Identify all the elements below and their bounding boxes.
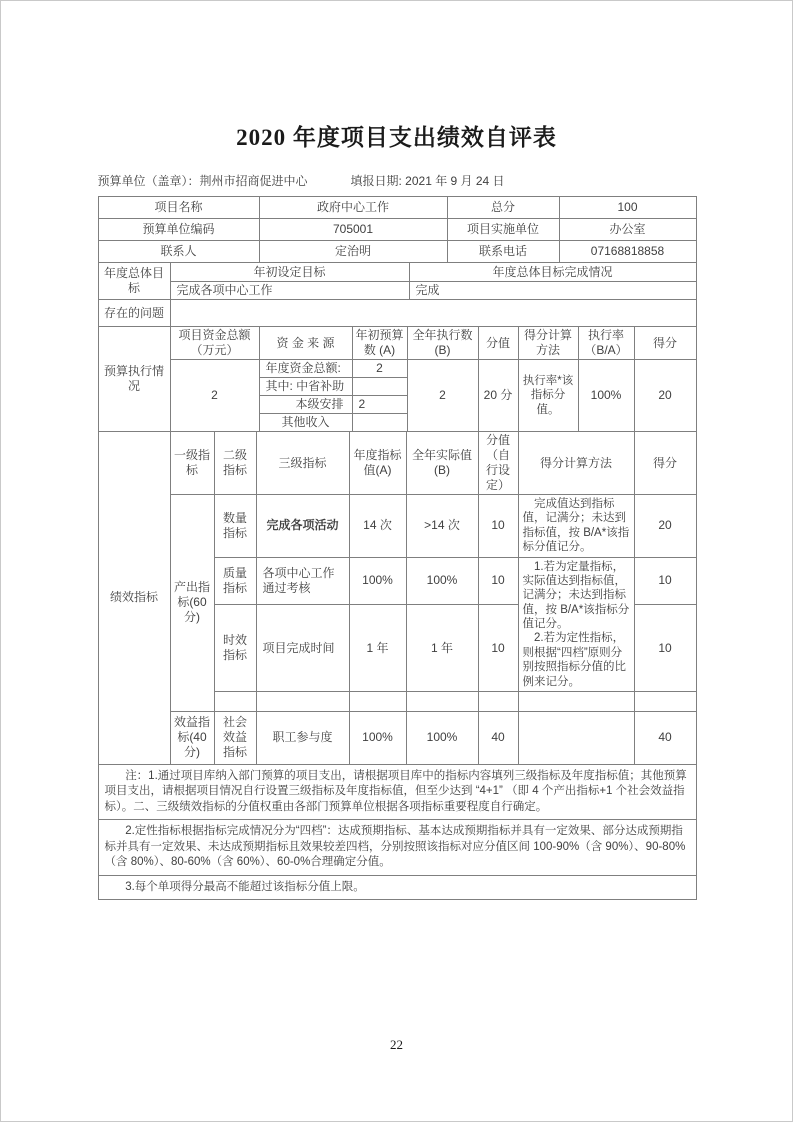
indicator-level2: 社会效益指标: [214, 711, 256, 764]
fund-source-amount: [352, 414, 407, 432]
note-text: 2.定性指标根据指标完成情况分为“四档”：达成预期指标、基本达成预期指标并具有一定效果、部分达成预期指标并具有一定效果、未达成预期指标且效果较差四档，分别按照该指标对应分值区间 100-90%（含 90%）、90-80%（含 80%）、80-60%（含 60%）、60-0%合理确定分值。: [104, 825, 686, 869]
performance-indicator-table: [98, 431, 697, 765]
table-row: [98, 495, 696, 558]
report-date-label: 填报日期: 2021 年 9 月 24 日: [350, 174, 505, 188]
empty-cell: [349, 691, 406, 711]
table-row: [98, 282, 696, 300]
actual-value-header: 全年实际值(B): [406, 432, 478, 495]
note-1: [98, 764, 696, 820]
total-score-label: 总分: [447, 197, 559, 219]
note-text: 3.每个单项得分最高不能超过该指标分值上限。: [125, 880, 365, 893]
indicator-level2: 数量指标: [214, 495, 256, 558]
page-title: 2020 年度项目支出绩效自评表: [236, 125, 557, 150]
indicator-level2: 质量指标: [214, 557, 256, 605]
initial-budget-header: 年初预算数 (A): [352, 327, 407, 360]
fund-source-name: 其他收入: [259, 414, 352, 432]
indicator-points: 40: [478, 711, 518, 764]
unit-code-value: 705001: [259, 219, 447, 241]
executed-header: 全年执行数 (B): [407, 327, 478, 360]
shared-method-cell: [518, 557, 634, 691]
output-indicator-label: 产出指标(60 分): [170, 495, 214, 712]
indicator-points: 10: [478, 605, 518, 692]
budget-score-value: 20: [634, 360, 696, 432]
benefit-indicator-label: 效益指标(40 分): [170, 711, 214, 764]
basic-info-table: [98, 196, 697, 263]
annual-goal-label: 年度总体目标: [98, 263, 170, 300]
indicator-points: 10: [478, 557, 518, 605]
indicator-actual: >14 次: [406, 495, 478, 558]
indicator-score: 10: [634, 557, 696, 605]
phone-value: 07168818858: [559, 241, 696, 263]
method-text: 完成值达到指标值，记满分；未达到指标值，按 B/A*该指标分值记分。: [522, 498, 630, 554]
initial-goal-header: 年初设定目标: [170, 263, 409, 282]
indicator-target: 14 次: [349, 495, 406, 558]
method-text-2: 2.若为定性指标，则根据“四档”原则分别按照指标分值的比例来记分。: [522, 632, 626, 688]
table-row: [98, 711, 696, 764]
table-row: [98, 875, 696, 900]
note-text: 注：1.通过项目库纳入部门预算的项目支出，请根据项目库中的指标内容填列三级指标及年度指标值；其他预算项目支出，请根据项目情况自行设置三级指标及年度指标值，但至少达到 “4+1” （即 4 个产出指标+1 个社会效益指标）。二、三级绩效指标的分值权重由各部门预算单位根据各项指标重要程度自行确定。: [104, 769, 687, 813]
empty-cell: [256, 691, 349, 711]
empty-cell: [406, 691, 478, 711]
score-header: 得分: [634, 327, 696, 360]
fund-source-amount: 2: [352, 360, 407, 378]
indicator-level3: 项目完成时间: [256, 605, 349, 692]
indicator-level2: 时效指标: [214, 605, 256, 692]
fund-source-header: 资 金 来 源: [259, 327, 352, 360]
fund-source-name: 年度资金总额:: [259, 360, 352, 378]
table-row: [98, 820, 696, 876]
annual-goal-table: [98, 262, 697, 300]
goal-completion-header: 年度总体目标完成情况: [409, 263, 696, 282]
indicator-method: [518, 495, 634, 558]
indicator-actual: 100%: [406, 557, 478, 605]
performance-section-label: 绩效指标: [98, 432, 170, 765]
indicator-target: 100%: [349, 711, 406, 764]
level2-header: 二级指标: [214, 432, 256, 495]
indicator-actual: 100%: [406, 711, 478, 764]
indicator-score: 10: [634, 605, 696, 692]
table-row: [98, 327, 696, 360]
indicator-score: 40: [634, 711, 696, 764]
indicator-actual: 1 年: [406, 605, 478, 692]
table-row: [98, 300, 696, 327]
notes-table: [98, 764, 697, 901]
indicator-score: 20: [634, 495, 696, 558]
executed-value: 2: [407, 360, 478, 432]
note-3: [98, 875, 696, 900]
budget-total-value: 2: [170, 360, 259, 432]
self-evaluation-table: [98, 196, 696, 900]
table-row: [98, 360, 696, 378]
empty-cell: [634, 691, 696, 711]
unit-code-label: 预算单位编码: [98, 219, 259, 241]
empty-cell: [518, 691, 634, 711]
problems-value: [170, 300, 696, 327]
indicator-level3: 职工参与度: [256, 711, 349, 764]
points-value: 20 分: [478, 360, 518, 432]
total-score-value: 100: [559, 197, 696, 219]
rate-value: 100%: [578, 360, 634, 432]
goal-completion-value: 完成: [409, 282, 696, 300]
table-row: [98, 263, 696, 282]
fund-source-amount: 2: [352, 396, 407, 414]
level3-header: 三级指标: [256, 432, 349, 495]
project-name-label: 项目名称: [98, 197, 259, 219]
budget-section-label: 预算执行情况: [98, 327, 170, 432]
method-text-1: 1.若为定量指标，实际值达到指标值，记满分；未达到指标值，按 B/A*该指标分值记分。: [522, 560, 630, 630]
indicator-level3: 各项中心工作通过考核: [256, 557, 349, 605]
table-row: [98, 197, 696, 219]
budget-unit-label: 预算单位（盖章）：荆州市招商促进中心: [97, 174, 308, 188]
initial-goal-value: 完成各项中心工作: [170, 282, 409, 300]
contact-label: 联系人: [98, 241, 259, 263]
meta-line: [98, 172, 696, 190]
score-header: 得分: [634, 432, 696, 495]
indicator-target: 100%: [349, 557, 406, 605]
contact-value: 定治明: [259, 241, 447, 263]
budget-execution-table: [98, 326, 697, 432]
problems-table: [98, 299, 697, 327]
note-2: [98, 820, 696, 876]
problems-label: 存在的问题: [98, 300, 170, 327]
empty-cell: [214, 691, 256, 711]
project-name-value: 政府中心工作: [259, 197, 447, 219]
budget-total-header: 项目资金总额（万元）: [170, 327, 259, 360]
indicator-points: 10: [478, 495, 518, 558]
table-row: [98, 219, 696, 241]
method-header: 得分计算方法: [518, 327, 578, 360]
target-value-header: 年度指标值(A): [349, 432, 406, 495]
indicator-target: 1 年: [349, 605, 406, 692]
table-row: [98, 764, 696, 820]
table-row: [98, 241, 696, 263]
level1-header: 一级指标: [170, 432, 214, 495]
points-header: 分值: [478, 327, 518, 360]
phone-label: 联系电话: [447, 241, 559, 263]
rate-header: 执行率（B/A）: [578, 327, 634, 360]
implement-unit-value: 办公室: [559, 219, 696, 241]
indicator-method: [518, 711, 634, 764]
page-number: 22: [390, 1037, 403, 1052]
indicator-level3: 完成各项活动: [256, 495, 349, 558]
fund-source-name: 本级安排: [259, 396, 352, 414]
budget-method-value: 执行率*该指标分值。: [518, 360, 578, 432]
fund-source-name: 其中: 中省补助: [259, 378, 352, 396]
points-header: 分值（自行设定）: [478, 432, 518, 495]
implement-unit-label: 项目实施单位: [447, 219, 559, 241]
method-header: 得分计算方法: [518, 432, 634, 495]
table-row: [98, 432, 696, 495]
empty-cell: [478, 691, 518, 711]
fund-source-amount: [352, 378, 407, 396]
